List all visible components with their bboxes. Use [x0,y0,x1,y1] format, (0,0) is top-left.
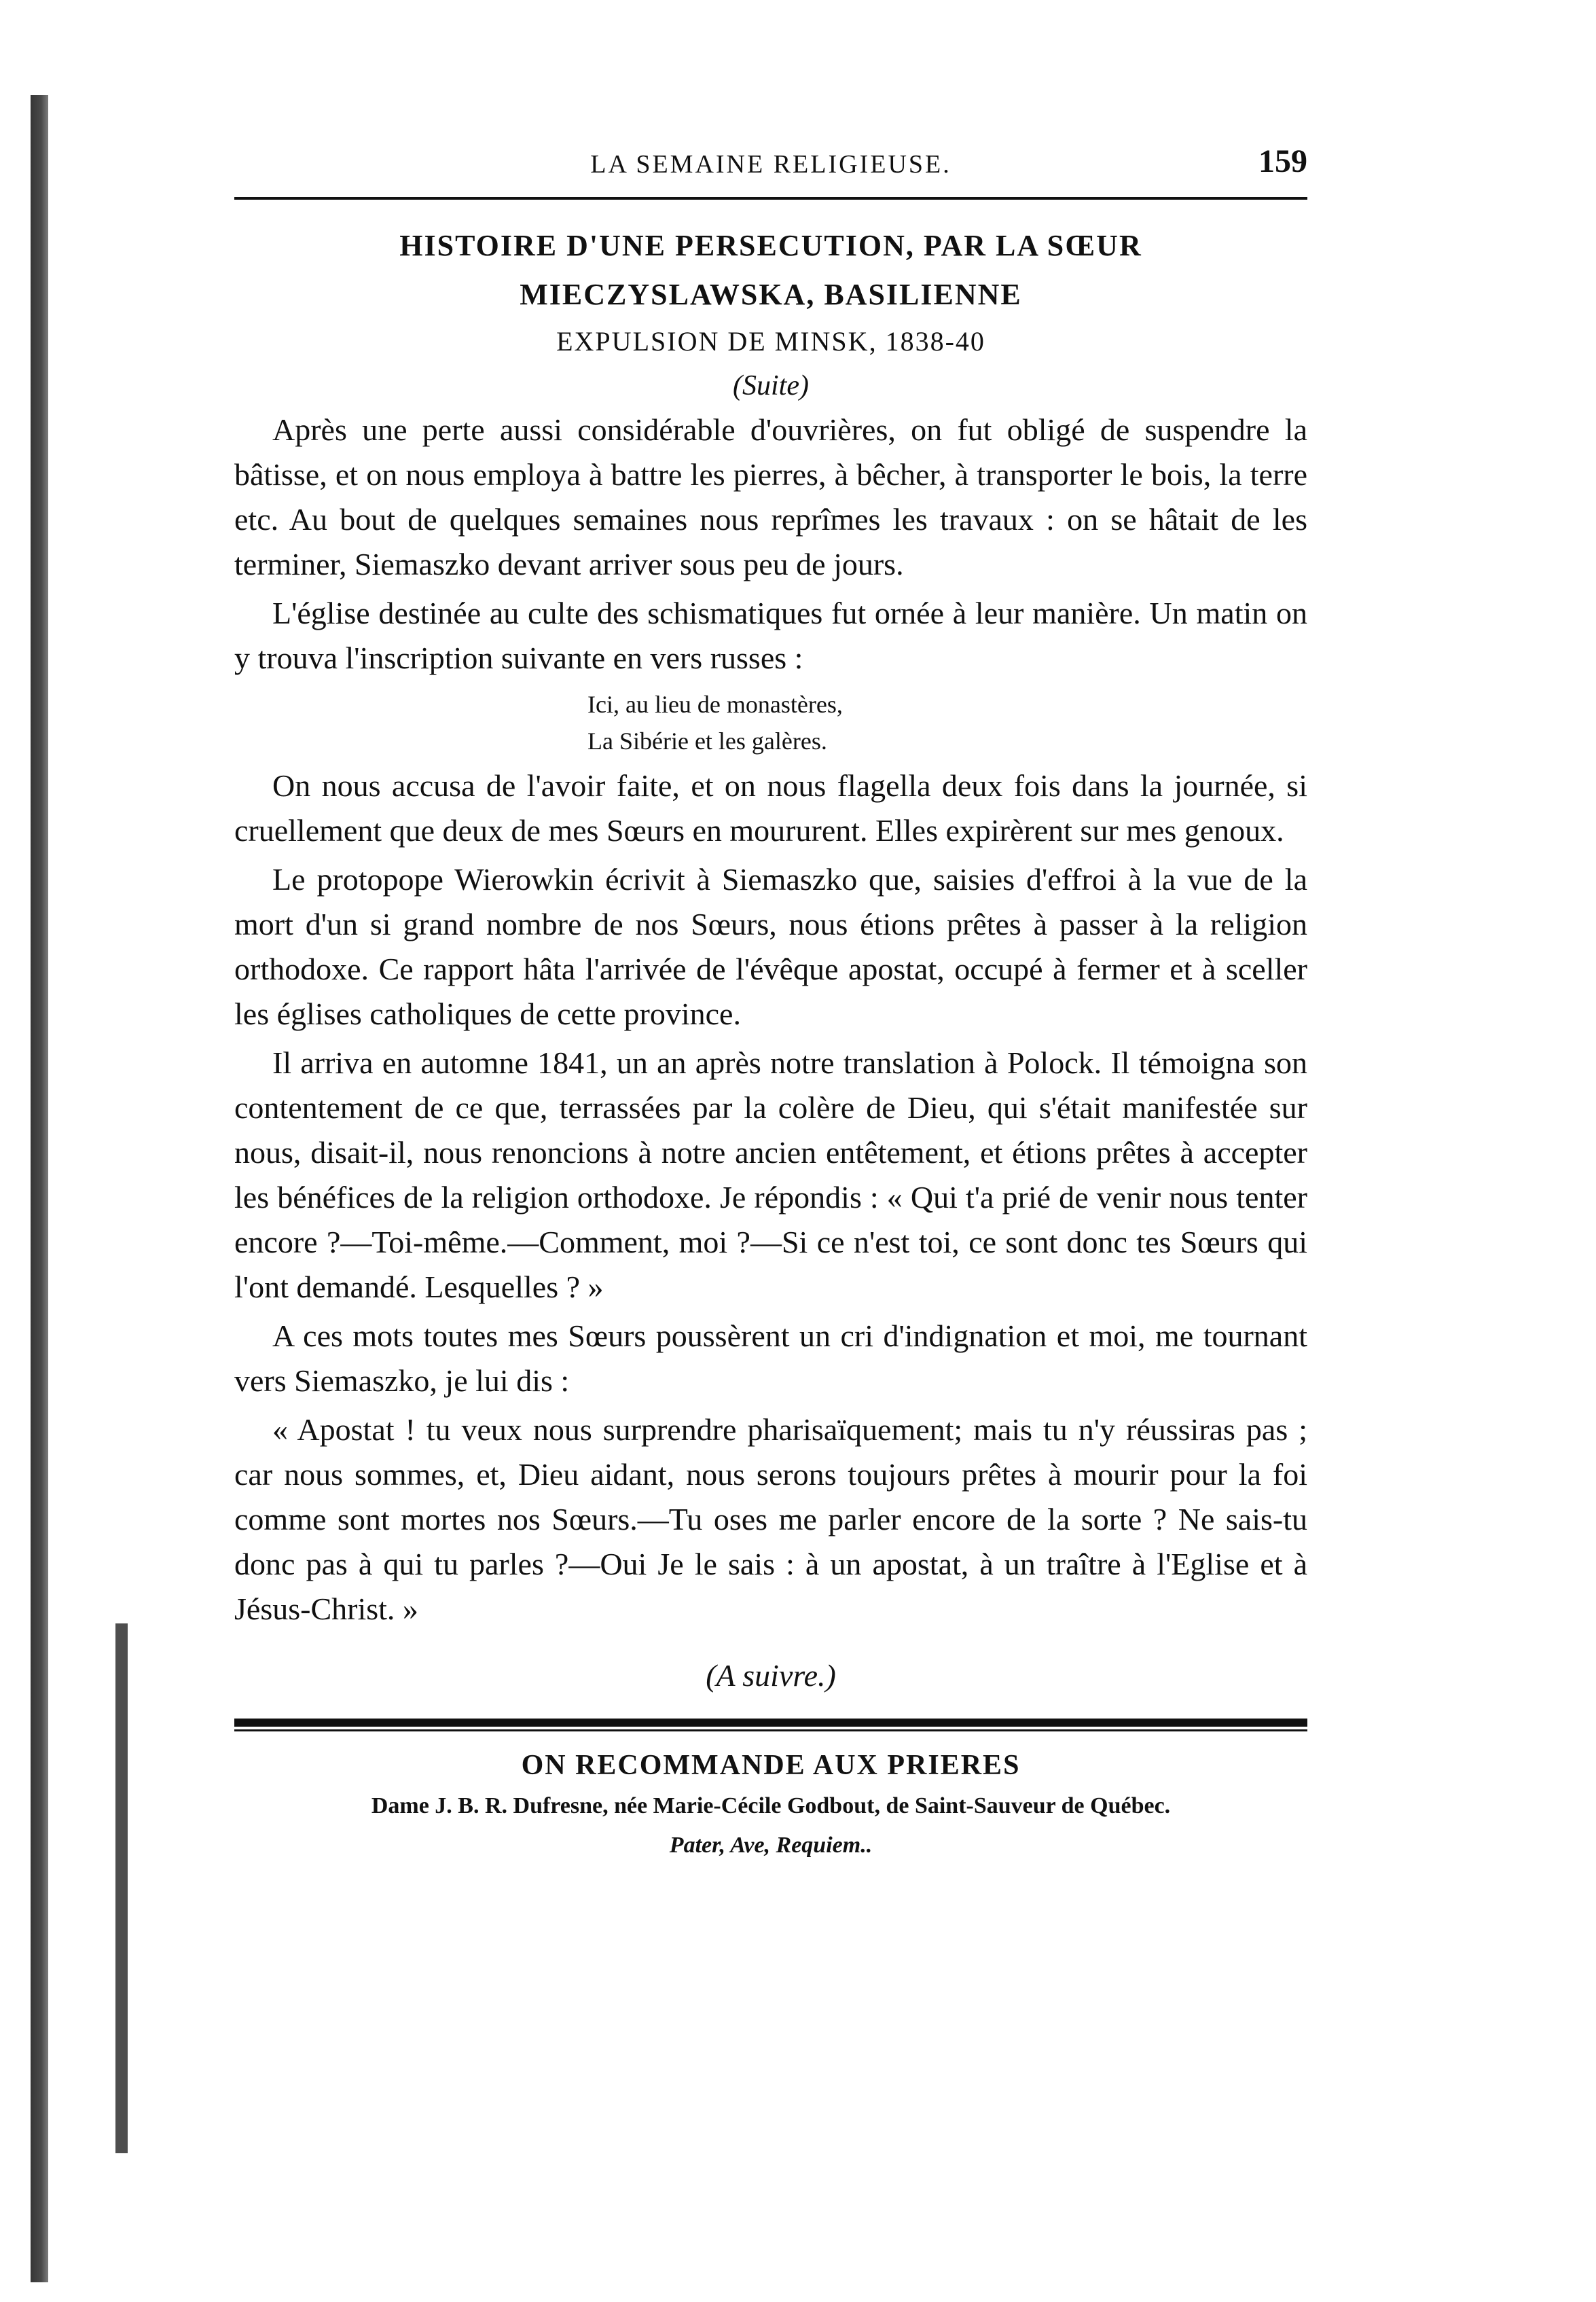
article-title-line1: HISTOIRE D'UNE PERSECUTION, PAR LA SŒUR [399,229,1142,262]
paragraph: « Apostat ! tu veux nous surprendre pharisaïquement; mais tu n'y réussiras pas ; car nous sommes, et, Dieu aidant, nous serons toujours prêtes à mourir pour la foi comme sont mortes nos Sœurs.—Tu oses me parler encore de la sorte ? Ne sais-tu donc pas à qui tu parles ?—Oui Je le sais : à un apostat, à un traître à l'Eglise et à Jésus-Christ. » [234,1412,1307,1626]
running-head [234,122,1307,177]
section-rule-thin [234,1729,1307,1731]
recommandation-prayers: Pater, Ave, Requiem.. [669,1833,873,1858]
article-body [234,408,1307,1632]
header-rule [234,197,1307,200]
paragraph: Il arriva en automne 1841, un an après notre translation à Polock. Il témoigna son contentement de ce que, terrassées par la colère de Dieu, qui s'était manifestée sur nous, disait-il, nous renoncions à notre ancien entêtement, et étions prêtes à accepter les bénéfices de la religion orthodoxe. Je répondis : « Qui t'a prié de venir nous tenter encore ?—Toi-même.—Comment, moi ?—Si ce n'est toi, ce sont donc tes Sœurs qui l'ont demandé. Lesquelles ? » [234,1045,1307,1304]
article-subtitle: EXPULSION DE MINSK, 1838-40 [556,326,985,357]
paragraph: Le protopope Wierowkin écrivit à Siemaszko que, saisies d'effroi à la vue de la mort d'un si grand nombre de nos Sœurs, nous étions prêtes à passer à la religion orthodoxe. Ce rapport hâta l'arrivée de l'évêque apostat, occupé à fermer et à sceller les églises catholiques de cette province. [234,862,1307,1031]
a-suivre: (A suivre.) [706,1658,836,1693]
suite-label: (Suite) [733,370,809,401]
paragraph: L'église destinée au culte des schismatiques fut ornée à leur manière. Un matin on y trouva l'inscription suivante en vers russes : [234,596,1307,675]
paragraph: Après une perte aussi considérable d'ouvrières, on fut obligé de suspendre la bâtisse, et on nous employa à battre les pierres, à bêcher, à transporter le bois, la terre etc. Au bout de quelques semaines nous reprîmes les travaux : on se hâtait de les terminer, Siemaszko devant arriver sous peu de jours. [234,412,1307,581]
article-title-line2: MIECZYSLAWSKA, BASILIENNE [520,278,1022,311]
paragraph: A ces mots toutes mes Sœurs poussèrent un cri d'indignation et moi, me tournant vers Siemaszko, je lui dis : [234,1318,1307,1398]
verse-line: Ici, au lieu de monastères, [587,691,843,718]
recommandation-line: Dame J. B. R. Dufresne, née Marie-Cécile Godbout, de Saint-Sauveur de Québec. [371,1793,1171,1818]
binding-edge [31,95,48,2282]
binding-shadow [115,1623,128,2153]
page-number: 159 [1258,143,1307,179]
recommandation-title: ON RECOMMANDE AUX PRIERES [521,1750,1021,1781]
verse [587,686,1307,759]
article-title [234,221,1307,319]
page [234,122,1307,1866]
section-rule [234,1719,1307,1727]
paragraph: On nous accusa de l'avoir faite, et on nous flagella deux fois dans la journée, si cruellement que deux de mes Sœurs en moururent. Elles expirèrent sur mes genoux. [234,768,1307,848]
verse-line: La Sibérie et les galères. [587,727,827,755]
running-title: LA SEMAINE RELIGIEUSE. [590,150,951,179]
